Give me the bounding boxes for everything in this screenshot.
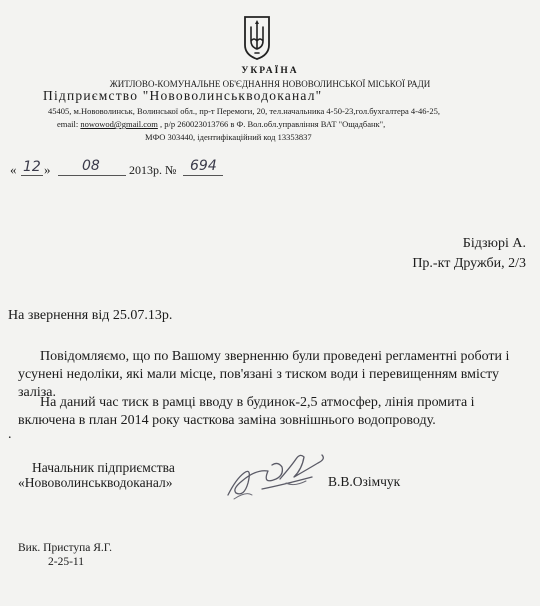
letterhead-address: 45405, м.Нововолинськ, Волинської обл., пр-т Перемоги, 20, тел.начальника 4-50-23,гол.бухгалтера 4-46-25, (48, 106, 440, 116)
letterhead-country: УКРАЇНА (241, 66, 299, 76)
date-day: 12 (23, 159, 41, 175)
reference-line: На звернення від 25.07.13р. (8, 308, 173, 323)
handwritten-signature (222, 449, 337, 504)
letterhead-contacts (57, 119, 385, 129)
date-month: 08 (82, 158, 100, 174)
letterhead-council: ЖИТЛОВО-КОМУНАЛЬНЕ ОБ'ЄДНАННЯ НОВОВОЛИНСЬКОЇ МІСЬКОЇ РАДИ (109, 79, 431, 89)
date-year-number-label: 2013р. № (129, 163, 177, 177)
executor-phone: 2-25-11 (48, 556, 84, 568)
addressee-name: Бідзюрі А. (462, 236, 526, 251)
email-link[interactable]: nowowod@gmail.com (80, 119, 158, 129)
bank-details: , р/р 260023013766 в Ф. Вол.обл.управління ВАТ "Ощадбанк", (157, 119, 386, 129)
letterhead-bank-codes: МФО 303440, ідентифікаційний код 13353837 (145, 132, 312, 142)
date-quote-close: » (44, 162, 51, 177)
executor-name: Вик. Приступа Я.Г. (18, 542, 113, 554)
body-paragraph-2: На даний час тиск в рамці вводу в будинок-2,5 атмосфер, лінія промита і включена в план 2014 року часткова заміна зовнішнього водопроводу. (18, 395, 475, 428)
signatory-title-line1: Начальник підприємства (32, 460, 175, 475)
coat-of-arms-trident-icon (242, 15, 272, 61)
letterhead-enterprise: Підприємство "Нововолинськводоканал" (43, 88, 323, 103)
stray-dot: . (8, 427, 12, 442)
email-prefix: email: (57, 119, 81, 129)
date-quote-open: « (10, 162, 17, 177)
body-paragraph-1: Повідомляємо, що по Вашому зверненню були проведені регламентні роботи і усунені недоліки, які мали місце, пов'язані з тиском води і перевищенням вмісту заліза. (18, 349, 510, 400)
signatory-name: В.В.Озімчук (328, 474, 401, 489)
document-number: 694 (190, 158, 217, 174)
addressee-address: Пр.-кт Дружби, 2/3 (412, 256, 526, 271)
signatory-title-line2: «Нововолинськводоканал» (18, 475, 173, 490)
